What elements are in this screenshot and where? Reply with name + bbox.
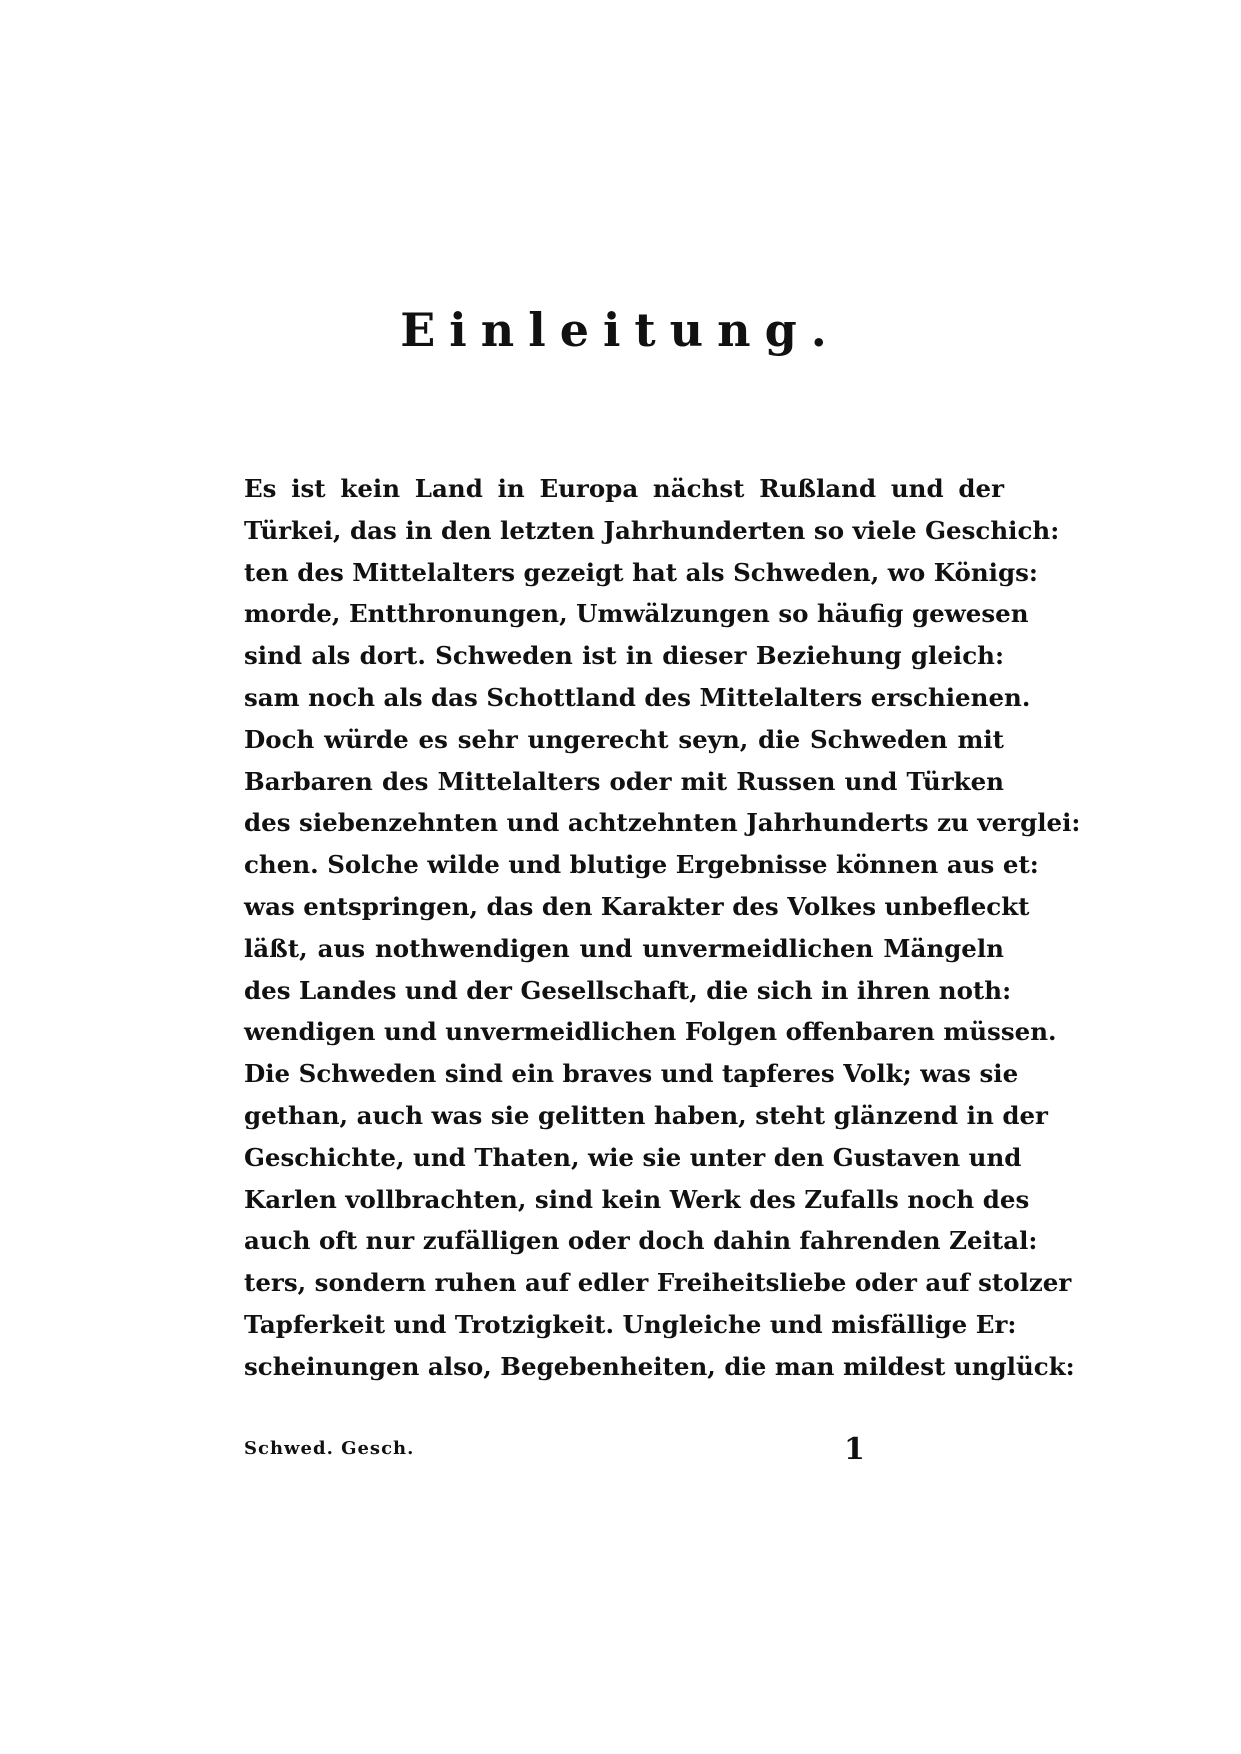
text-line: des Landes und der Gesellschaft, die sich in ihren noth: xyxy=(244,975,1012,1005)
text-line: wendigen und unvermeidlichen Folgen offenbaren müssen. xyxy=(244,1017,1057,1047)
text-line: Türkei, das in den letzten Jahrhunderten so viele Geschich: xyxy=(244,515,1060,545)
body-paragraph xyxy=(244,468,1081,1388)
text-line: gethan, auch was sie gelitten haben, steht glänzend in der xyxy=(244,1100,1048,1130)
text-line: Geschichte, und Thaten, wie sie unter den Gustaven und xyxy=(244,1142,1022,1172)
text-line: morde, Entthronungen, Umwälzungen so häufig gewesen xyxy=(244,599,1029,629)
text-line: chen. Solche wilde und blutige Ergebnisse können aus et: xyxy=(244,850,1039,880)
text-line: was entspringen, das den Karakter des Volkes unbefleckt xyxy=(244,891,1030,921)
text-line: sind als dort. Schweden ist in dieser Beziehung gleich: xyxy=(244,641,1004,671)
text-line: Doch würde es sehr ungerecht seyn, die Schweden mit xyxy=(244,724,1004,754)
text-line: sam noch als das Schottland des Mittelalters erschienen. xyxy=(244,682,1031,712)
signature-mark: Schwed. Gesch. xyxy=(244,1438,415,1459)
text-line: Karlen vollbrachten, sind kein Werk des Zufalls noch des xyxy=(244,1184,1030,1214)
text-line: auch oft nur zufälligen oder doch dahin fahrenden Zeital: xyxy=(244,1226,1038,1256)
text-line: läßt, aus nothwendigen und unvermeidlichen Mängeln xyxy=(244,933,1004,963)
text-line: des siebenzehnten und achtzehnten Jahrhunderts zu verglei: xyxy=(244,808,1081,838)
page-footer xyxy=(244,1432,1004,1472)
chapter-title: Einleitung. xyxy=(400,303,841,357)
text-line: ters, sondern ruhen auf edler Freiheitsliebe oder auf stolzer xyxy=(244,1268,1072,1298)
page-number: 1 xyxy=(844,1432,865,1467)
text-line: Die Schweden sind ein braves und tapferes Volk; was sie xyxy=(244,1059,1019,1089)
text-line: Es ist kein Land in Europa nächst Rußland und der xyxy=(244,474,1004,503)
text-line: ten des Mittelalters gezeigt hat als Schweden, wo Königs: xyxy=(244,557,1038,587)
text-line: scheinungen also, Begebenheiten, die man mildest unglück: xyxy=(244,1351,1075,1381)
text-line: Barbaren des Mittelalters oder mit Russen und Türken xyxy=(244,766,1004,796)
text-line: Tapferkeit und Trotzigkeit. Ungleiche und misfällige Er: xyxy=(244,1309,1017,1339)
